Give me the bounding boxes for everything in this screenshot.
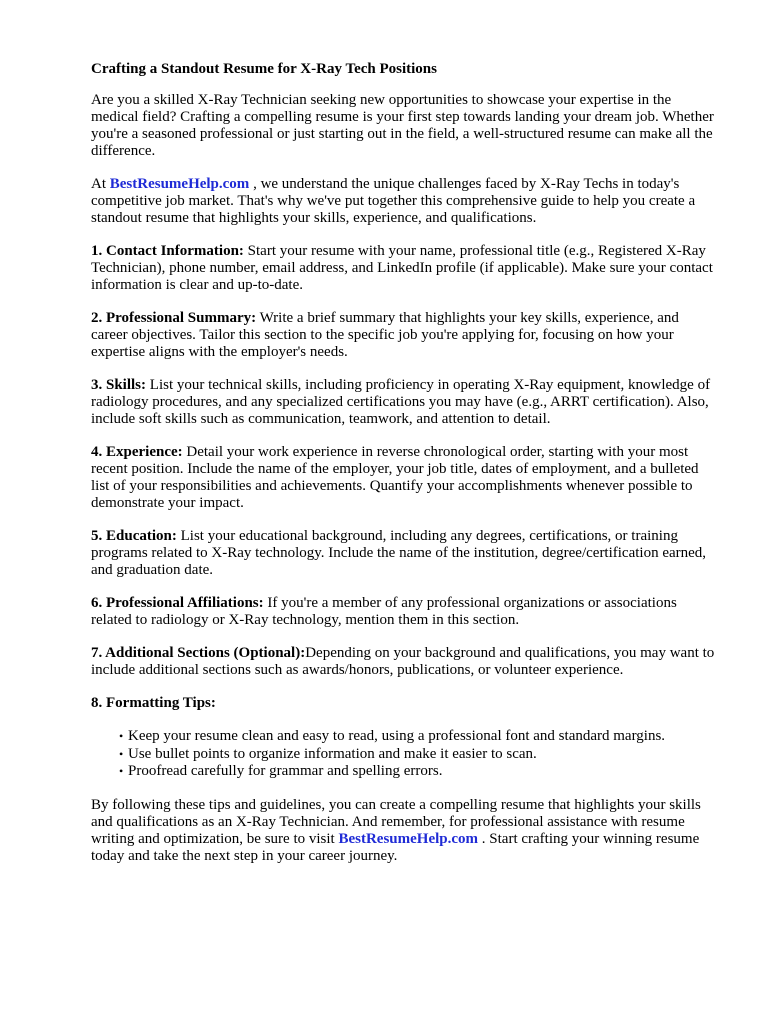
section-text: List your technical skills, including proficiency in operating X-Ray equipment, knowledge of radiology procedures, and any specialized certifications you may have (e.g., ARRT certification). Also, include soft skills such as communication, teamwork, and attention to detail.	[91, 377, 711, 427]
section-heading: 8. Formatting Tips:	[91, 695, 216, 711]
section-heading: 1. Contact Information:	[91, 243, 244, 259]
formatting-tips-list	[91, 728, 718, 781]
section-additional	[91, 645, 718, 679]
section-heading: 2. Professional Summary:	[91, 310, 257, 326]
section-heading: 7. Additional Sections (Optional):	[91, 645, 306, 661]
bullet-icon: •	[119, 764, 124, 778]
section-heading: 5. Education:	[91, 528, 177, 544]
section-heading: 3. Skills:	[91, 377, 147, 393]
intro-paragraph: Are you a skilled X-Ray Technician seeking new opportunities to showcase your expertise in the medical field? Crafting a compelling resume is your first step towards landing your dream job. Whether you're a seasoned professional or just starting out in the field, a well-structured resume can make all the difference.	[91, 92, 714, 159]
closing-paragraph	[91, 797, 718, 865]
list-item	[119, 728, 718, 746]
at-suffix: , we understand the unique challenges faced by X-Ray Techs in today's competitive job market. That's why we've put together this comprehensive guide to help you create a standout resume that highlights your skills, experience, and qualifications.	[91, 176, 696, 226]
page-title: Crafting a Standout Resume for X-Ray Tech Positions	[91, 61, 437, 77]
section-experience	[91, 444, 718, 512]
list-item	[119, 763, 718, 781]
section-text: List your educational background, including any degrees, certifications, or training programs related to X-Ray technology. Include the name of the institution, degree/certification earned, and graduation date.	[91, 528, 707, 578]
tip-text: Proofread carefully for grammar and spelling errors.	[128, 763, 443, 779]
section-heading: 4. Experience:	[91, 444, 183, 460]
closing-prefix: By following these tips and guidelines, you can create a compelling resume that highlights your skills and qualifications as an X-Ray Technician. And remember, for professional assistance with resume writing and optimization, be sure to visit	[91, 796, 701, 847]
at-prefix: At	[91, 176, 110, 192]
tip-text: Use bullet points to organize information and make it easier to scan.	[128, 745, 537, 762]
section-affiliations	[91, 595, 718, 629]
section-skills	[91, 377, 718, 428]
tip-text: Keep your resume clean and easy to read, using a professional font and standard margins.	[128, 728, 666, 744]
bullet-icon: •	[119, 746, 124, 761]
section-heading: 6. Professional Affiliations:	[91, 595, 264, 611]
at-paragraph	[91, 176, 718, 227]
section-formatting	[91, 695, 718, 712]
bestresumehelp-link[interactable]: BestResumeHelp.com	[109, 176, 250, 192]
section-summary	[91, 310, 718, 361]
bestresumehelp-link[interactable]: BestResumeHelp.com	[338, 830, 479, 847]
section-text: Start your resume with your name, professional title (e.g., Registered X-Ray Technician), phone number, email address, and LinkedIn profile (if applicable). Make sure your contact information is clear and up-to-date.	[91, 243, 713, 293]
closing-suffix: . Start crafting your winning resume today and take the next step in your career journey.	[91, 830, 700, 864]
section-text: Write a brief summary that highlights your key skills, experience, and career objectives. Tailor this section to the specific job you're applying for, focusing on how your expertise aligns with the employer's needs.	[91, 310, 679, 360]
section-text: Detail your work experience in reverse chronological order, starting with your most recent position. Include the name of the employer, your job title, dates of employment, and a bulleted list of your responsibilities and achievements. Quantify your accomplishments whenever possible to demonstrate your impact.	[91, 444, 699, 511]
section-text: If you're a member of any professional organizations or associations related to radiology or X-Ray technology, mention them in this section.	[91, 595, 677, 628]
list-item	[119, 746, 718, 764]
section-education	[91, 528, 718, 579]
section-contact	[91, 243, 718, 294]
bullet-icon: •	[119, 729, 124, 743]
section-text: Depending on your background and qualifications, you may want to include additional sections such as awards/honors, publications, or volunteer experience.	[91, 645, 715, 678]
